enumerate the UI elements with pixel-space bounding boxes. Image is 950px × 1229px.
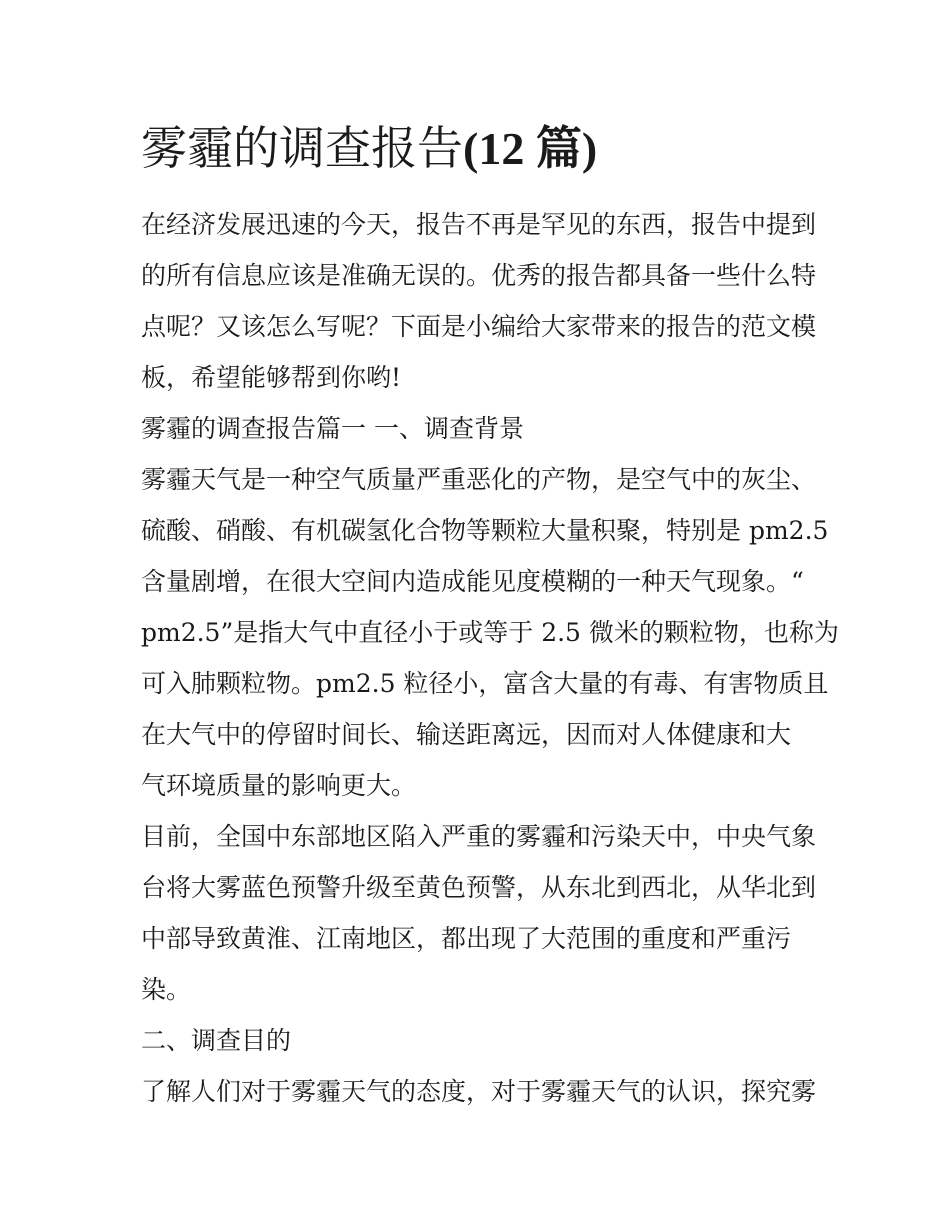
text-line: 硫酸、硝酸、有机碳氢化合物等颗粒大量积聚，特别是 pm2.5 [141,516,829,545]
text-line: 在大气中的停留时间长、输送距离远，因而对人体健康和大 [141,720,792,749]
document-title [141,112,813,185]
current-situation-paragraph [141,811,817,1015]
text-line: 目前，全国中东部地区陷入严重的雾霾和污染天中，中央气象 [141,822,817,851]
text-line: 在经济发展迅速的今天，报告不再是罕见的东西，报告中提到 [141,210,817,239]
title-count: (12 篇) [463,123,598,174]
section-heading-background: 雾霾的调查报告篇一 一、调查背景 [141,414,524,443]
text-line: 染。 [141,975,192,1004]
text-line: 的所有信息应该是准确无误的。优秀的报告都具备一些什么特 [141,261,817,290]
text-line: 台将大雾蓝色预警升级至黄色预警，从东北到西北，从华北到 [141,873,817,902]
text-line: 板，希望能够帮到你哟! [141,363,402,392]
document-body [141,112,839,1117]
background-paragraph [141,454,839,811]
section-heading-purpose: 二、调查目的 [141,1026,292,1055]
intro-paragraph [141,199,817,403]
purpose-paragraph [141,1066,817,1117]
title-text: 雾霾的调查报告 [141,121,463,175]
text-line: pm2.5”是指大气中直径小于或等于 2.5 微米的颗粒物，也称为 [141,618,839,647]
text-line: 了解人们对于雾霾天气的态度，对于雾霾天气的认识，探究雾 [141,1077,817,1106]
text-line: 中部导致黄淮、江南地区，都出现了大范围的重度和严重污 [141,924,792,953]
text-line: 点呢？又该怎么写呢？下面是小编给大家带来的报告的范文模 [141,312,817,341]
text-line: 气环境质量的影响更大。 [141,771,417,800]
text-line: 雾霾天气是一种空气质量严重恶化的产物，是空气中的灰尘、 [141,465,817,494]
text-line: 可入肺颗粒物。pm2.5 粒径小，富含大量的有毒、有害物质且 [141,669,829,698]
text-line: 含量剧增，在很大空间内造成能见度模糊的一种天气现象。“ [141,567,804,596]
